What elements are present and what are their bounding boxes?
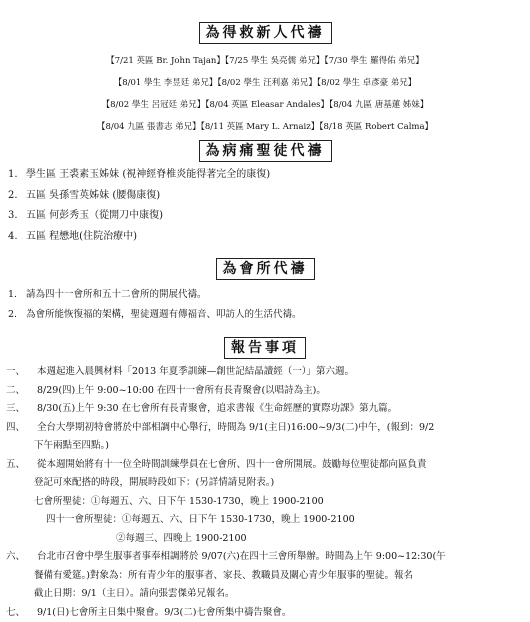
sick-list — [8, 165, 523, 247]
meeting-title: 為會所代禱 — [0, 258, 530, 280]
list-item: 3. 五區 何彭秀玉（從開刀中康復) — [8, 206, 523, 227]
report-title: 報告事項 — [0, 337, 530, 359]
announcement-list — [6, 363, 524, 622]
new-believer-row: 【8/02 學生 呂冠廷 弟兄】【8/04 英區 Eleasar Andales】【8/04 九區 唐基蓮 姊妹】 — [0, 94, 530, 116]
new-believer-row: 【8/01 學生 李昱廷 弟兄】【8/02 學生 汪利嘉 弟兄】【8/02 學生 卓彥豪 弟兄】 — [0, 72, 530, 94]
list-item: 1. 請為四十一會所和五十二會所的開展代禱。 — [8, 285, 523, 305]
list-item: 2. 為會所能恢復福的架構，聖徒週週有傳福音、叩訪人的生活代禱。 — [8, 305, 523, 325]
list-item: 4. 五區 程懋地(住院治療中) — [8, 227, 523, 248]
new-believer-row: 【8/04 九區 張書志 弟兄】【8/11 英區 Mary L. Arnaiz】【8/18 英區 Robert Calma】 — [0, 116, 530, 138]
announcement-item: 一、 本週起進入晨興材料「2013 年夏季訓練—創世記結晶讀經（一）」第六週。 — [6, 363, 524, 382]
announcement-item: 四、 全台大學期初特會將於中部相調中心舉行，時間為 9/1(主日)16:00~9/3(二)中午，(報到：9/2 下午兩點至四點。) — [6, 419, 524, 456]
new-believers-title: 為得救新人代禱 — [0, 22, 530, 44]
announcement-item: 五、 從本週開始將有十一位全時間訓練學員在七會所、四十一會所開展。鼓勵每位聖徒都向區負責 登記可來配搭的時段，開展時段如下：(另詳情請見附表。) 七會所聖徒：①每週五、六、日下午 1530-1730，晚上 1900-2100 四十一會所聖徒：①每週五、六、日下午 1530-1730，晚上 1900-2100 ②每週三、四晚上 1900-2100 — [6, 456, 524, 549]
meeting-list — [8, 285, 523, 325]
announcement-item: 三、 8/30(五)上午 9:30 在七會所有長青聚會，追求書報《生命經歷的實際功課》第九篇。 — [6, 400, 524, 419]
announcement-item: 六、 台北市召會中學生服事者事奉相調將於 9/07(六)在四十三會所舉辦。時間為上午 9:00~12:30(午 餐備有愛筵。)對象為：所有青少年的服事者、家長、教職員及關心青少年服事的聖徒。報名 截止日期：9/1（主日）。請向張雲傑弟兄報名。 — [6, 548, 524, 604]
new-believers-list — [0, 50, 530, 138]
announcement-item: 二、 8/29(四)上午 9:00~10:00 在四十一會所有長青聚會(以唱詩為主)。 — [6, 382, 524, 401]
list-item: 2. 五區 吳孫雪英姊妹 (腰傷康復) — [8, 186, 523, 207]
announcement-item: 七、 9/1(日)七會所主日集中聚會。9/3(二)七會所集中禱告聚會。 — [6, 604, 524, 622]
sick-title: 為病痛聖徒代禱 — [0, 140, 530, 162]
new-believer-row: 【7/21 英區 Br. John Tajan】【7/25 學生 吳亮儒 弟兄】【7/30 學生 羅得佑 弟兄】 — [0, 50, 530, 72]
list-item: 1. 學生區 王裘素玉姊妹 (視神經脊椎炎能得著完全的康復) — [8, 165, 523, 186]
